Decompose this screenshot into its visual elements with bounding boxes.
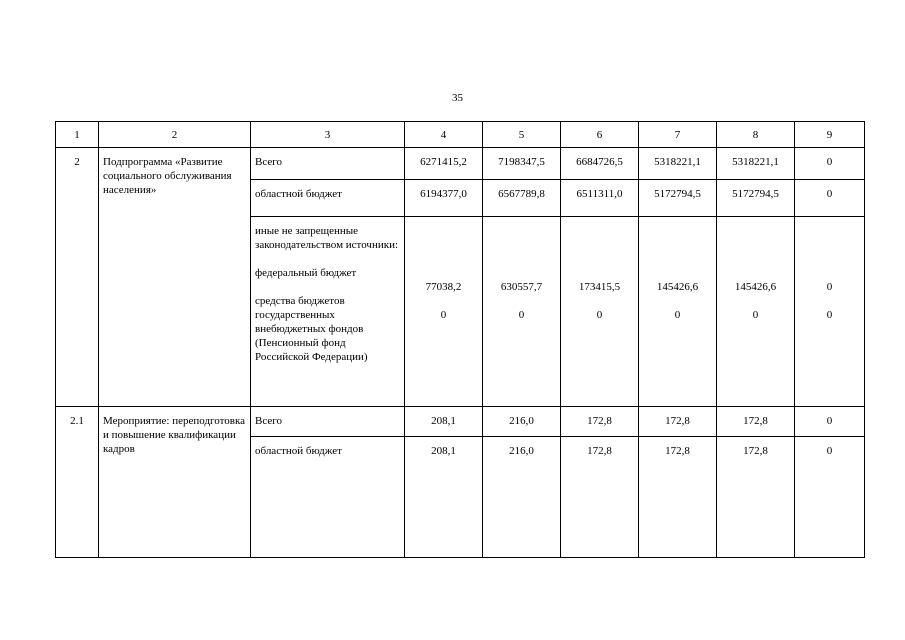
value-cell: 208,1 (405, 437, 483, 558)
source-label: областной бюджет (251, 437, 405, 558)
value-cell (795, 217, 865, 407)
row-code: 2.1 (56, 407, 99, 558)
funds-value: 0 (674, 309, 681, 321)
header-row (56, 122, 865, 148)
header-cell: 2 (99, 122, 251, 148)
federal-value: 0 (826, 281, 833, 293)
value-cell: 172,8 (717, 437, 795, 558)
federal-value: 145426,6 (734, 281, 777, 293)
value-cell: 5318221,1 (717, 148, 795, 180)
funds-value: 0 (518, 309, 525, 321)
funds-value: 0 (826, 309, 833, 321)
value-cell: 7198347,5 (483, 148, 561, 180)
value-cell: 172,8 (639, 437, 717, 558)
row-name: Подпрограмма «Развитие социального обслуживания населения» (99, 148, 251, 407)
header-cell: 4 (405, 122, 483, 148)
funds-label: средства бюджетов государственных внебюджетных фондов (Пенсионный фонд Российской Федерации) (255, 295, 368, 363)
value-cell: 0 (795, 148, 865, 180)
source-label (251, 217, 405, 407)
value-cell: 6511311,0 (561, 180, 639, 217)
value-cell: 172,8 (639, 407, 717, 437)
federal-value: 173415,5 (578, 281, 621, 293)
value-cell: 208,1 (405, 407, 483, 437)
federal-value: 630557,7 (500, 281, 543, 293)
value-cell: 216,0 (483, 407, 561, 437)
value-cell (639, 217, 717, 407)
value-cell: 5172794,5 (639, 180, 717, 217)
value-cell: 172,8 (717, 407, 795, 437)
federal-label: федеральный бюджет (255, 267, 357, 279)
other-sources-label: иные не запрещенные законодательством источники: (255, 225, 399, 251)
header-cell: 7 (639, 122, 717, 148)
value-cell: 172,8 (561, 437, 639, 558)
source-label: областной бюджет (251, 180, 405, 217)
value-cell: 6684726,5 (561, 148, 639, 180)
federal-value: 77038,2 (425, 281, 462, 293)
value-cell: 0 (795, 437, 865, 558)
funds-value: 0 (596, 309, 603, 321)
value-cell (483, 217, 561, 407)
table-row (56, 407, 865, 437)
value-cell: 0 (795, 180, 865, 217)
funds-value: 0 (752, 309, 759, 321)
header-cell: 5 (483, 122, 561, 148)
header-cell: 3 (251, 122, 405, 148)
header-cell: 6 (561, 122, 639, 148)
source-label: Всего (251, 407, 405, 437)
value-cell: 0 (795, 407, 865, 437)
source-label: Всего (251, 148, 405, 180)
header-cell: 9 (795, 122, 865, 148)
value-cell: 5172794,5 (717, 180, 795, 217)
header-cell: 8 (717, 122, 795, 148)
value-cell: 6194377,0 (405, 180, 483, 217)
row-name: Мероприятие: переподготовка и повышение квалификации кадров (99, 407, 251, 558)
row-code: 2 (56, 148, 99, 407)
value-cell: 6567789,8 (483, 180, 561, 217)
header-cell: 1 (56, 122, 99, 148)
value-cell (405, 217, 483, 407)
value-cell (717, 217, 795, 407)
funds-value: 0 (440, 309, 447, 321)
budget-table (55, 121, 865, 558)
value-cell: 172,8 (561, 407, 639, 437)
table-row (56, 148, 865, 180)
value-cell: 6271415,2 (405, 148, 483, 180)
federal-value: 145426,6 (656, 281, 699, 293)
value-cell (561, 217, 639, 407)
value-cell: 5318221,1 (639, 148, 717, 180)
page-number: 35 (452, 92, 463, 104)
value-cell: 216,0 (483, 437, 561, 558)
